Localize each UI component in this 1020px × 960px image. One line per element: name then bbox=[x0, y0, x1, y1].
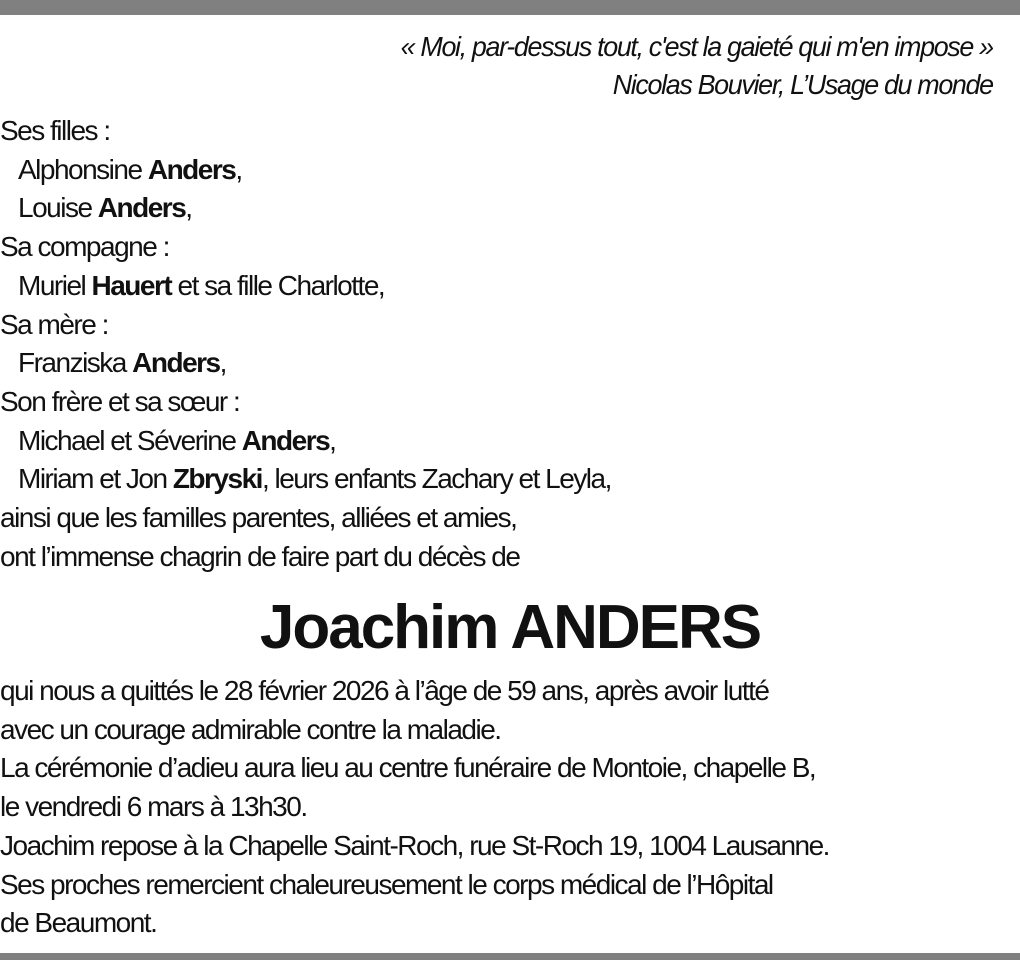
sister-last: Zbryski bbox=[172, 463, 262, 495]
siblings-heading: Son frère et sa sœur : bbox=[0, 385, 240, 417]
sister bbox=[0, 460, 1000, 499]
brother-first: Michael et Séverine bbox=[18, 424, 242, 456]
mother-first: Franziska bbox=[18, 347, 133, 379]
deceased-name: Joachim ANDERS bbox=[259, 593, 761, 662]
partner-heading: Sa compagne : bbox=[0, 231, 169, 263]
daughter-2: Louise Anders, bbox=[18, 192, 192, 224]
mother: Franziska Anders, bbox=[18, 347, 226, 379]
body-line-3: La cérémonie d’adieu aura lieu au centre funéraire de Montoie, chapelle B, bbox=[0, 752, 816, 784]
bottom-rule bbox=[0, 953, 1020, 960]
partner-suffix: et sa fille Charlotte, bbox=[171, 269, 385, 301]
body-line-2: avec un courage admirable contre la maladie. bbox=[0, 713, 501, 745]
epigraph-quote: « Moi, par-dessus tout, c'est la gaieté qui m'en impose » bbox=[400, 31, 993, 62]
body-line-1: qui nous a quittés le 28 février 2026 à l’âge de 59 ans, après avoir lutté bbox=[0, 675, 769, 706]
daughter-2-first: Louise bbox=[18, 192, 98, 224]
relatives-line: ainsi que les familles parentes, alliées et amies, bbox=[0, 502, 517, 534]
epigraph-attribution: Nicolas Bouvier, L’Usage du monde bbox=[612, 69, 993, 100]
brother: Michael et Séverine Anders, bbox=[18, 424, 336, 456]
mother-last: Anders bbox=[132, 347, 220, 379]
daughter-1-last: Anders bbox=[147, 153, 236, 185]
mother-heading: Sa mère : bbox=[0, 308, 108, 340]
daughter-2-last: Anders bbox=[97, 192, 186, 224]
sister-first: Miriam et Jon bbox=[18, 463, 173, 495]
top-rule bbox=[0, 0, 1020, 15]
daughters-heading: Ses filles : bbox=[0, 115, 110, 146]
daughter-1-first: Alphonsine bbox=[18, 153, 148, 185]
body-line-7: de Beaumont. bbox=[0, 907, 157, 939]
notice-body bbox=[0, 672, 1010, 943]
partner bbox=[0, 267, 1000, 306]
body-line-6: Ses proches remercient chaleureusement le corps médical de l’Hôpital bbox=[0, 868, 773, 900]
partner-last: Hauert bbox=[91, 269, 172, 301]
partner-first: Muriel bbox=[18, 269, 92, 301]
epigraph bbox=[401, 28, 993, 104]
family-list bbox=[0, 112, 1000, 576]
sister-suffix: , leurs enfants Zachary et Leyla, bbox=[261, 463, 611, 495]
brother-last: Anders bbox=[241, 424, 330, 456]
daughter-1: Alphonsine Anders, bbox=[18, 153, 242, 185]
body-line-4: le vendredi 6 mars à 13h30. bbox=[0, 791, 307, 823]
body-line-5: Joachim repose à la Chapelle Saint-Roch, rue St-Roch 19, 1004 Lausanne. bbox=[0, 829, 829, 861]
announcement-line: ont l’immense chagrin de faire part du décès de bbox=[0, 540, 520, 572]
